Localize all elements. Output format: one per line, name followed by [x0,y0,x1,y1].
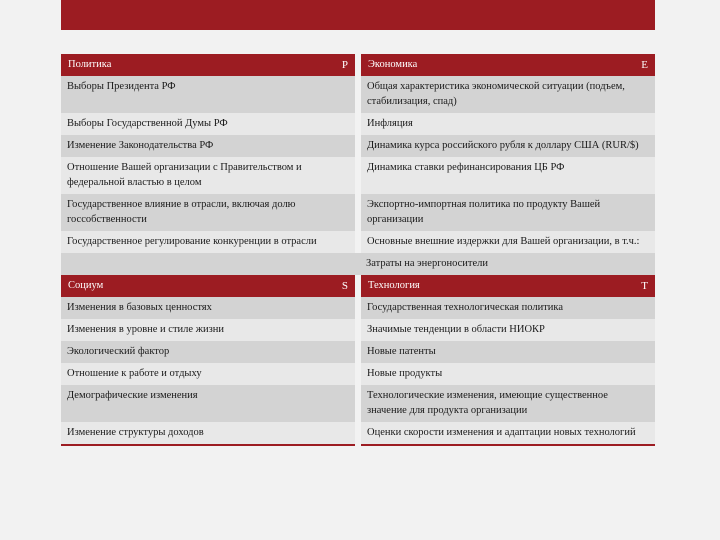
cell-economy: Экспортно-импортная политика по продукту Вашей организации [358,194,655,231]
header-society-letter: S [341,280,348,292]
cell-society: Изменение структуры доходов [61,422,358,445]
header-technology [358,275,655,297]
table-row [61,341,655,363]
cell-economy: Основные внешние издержки для Вашей организации, в т.ч.: [358,231,655,253]
cell-economy: Динамика ставки рефинансирования ЦБ РФ [358,157,655,194]
header-society-title: Социум [68,280,104,291]
table-row [61,319,655,341]
header-technology-letter: T [641,280,648,292]
header-politics [61,54,358,76]
cell-society: Изменения в базовых ценностях [61,297,358,319]
cell-economy: Динамика курса российского рубля к доллару США (RUR/$) [358,135,655,157]
cell-energy-costs: Затраты на энергоносители [61,253,655,275]
cell-politics: Государственное влияние в отрасли, включая долю госсобственности [61,194,358,231]
cell-society: Экологический фактор [61,341,358,363]
table-row [61,135,655,157]
table-row [61,297,655,319]
table-row-spanning [61,253,655,275]
cell-technology: Значимые тенденции в области НИОКР [358,319,655,341]
cell-society: Демографические изменения [61,385,358,422]
table-row [61,157,655,194]
cell-politics: Изменение Законодательства РФ [61,135,358,157]
header-politics-letter: P [341,59,348,71]
header-politics-title: Политика [68,59,112,70]
header-economy [358,54,655,76]
cell-politics: Выборы Президента РФ [61,76,358,113]
header-technology-title: Технология [368,280,420,291]
cell-politics: Государственное регулирование конкуренции в отрасли [61,231,358,253]
cell-technology: Оценки скорости изменения и адаптации новых технологий [358,422,655,445]
title-banner [61,0,655,30]
cell-technology: Государственная технологическая политика [358,297,655,319]
cell-technology: Новые патенты [358,341,655,363]
cell-society: Отношение к работе и отдыху [61,363,358,385]
cell-politics: Выборы Государственной Думы РФ [61,113,358,135]
cell-society: Изменения в уровне и стиле жизни [61,319,358,341]
table-row [61,422,655,445]
table-row [61,194,655,231]
table-row [61,231,655,253]
header-economy-letter: E [641,59,648,71]
cell-technology: Новые продукты [358,363,655,385]
cell-economy: Инфляция [358,113,655,135]
cell-technology: Технологические изменения, имеющие существенное значение для продукта организации [358,385,655,422]
header-row-st [61,275,655,297]
header-society [61,275,358,297]
table-row [61,76,655,113]
pest-table [61,54,655,446]
header-economy-title: Экономика [368,59,418,70]
table-row [61,385,655,422]
cell-economy: Общая характеристика экономической ситуации (подъем, стабилизация, спад) [358,76,655,113]
cell-politics: Отношение Вашей организации с Правительством и федеральной властью в целом [61,157,358,194]
table-row [61,113,655,135]
table-row [61,363,655,385]
header-row-pe [61,54,655,76]
